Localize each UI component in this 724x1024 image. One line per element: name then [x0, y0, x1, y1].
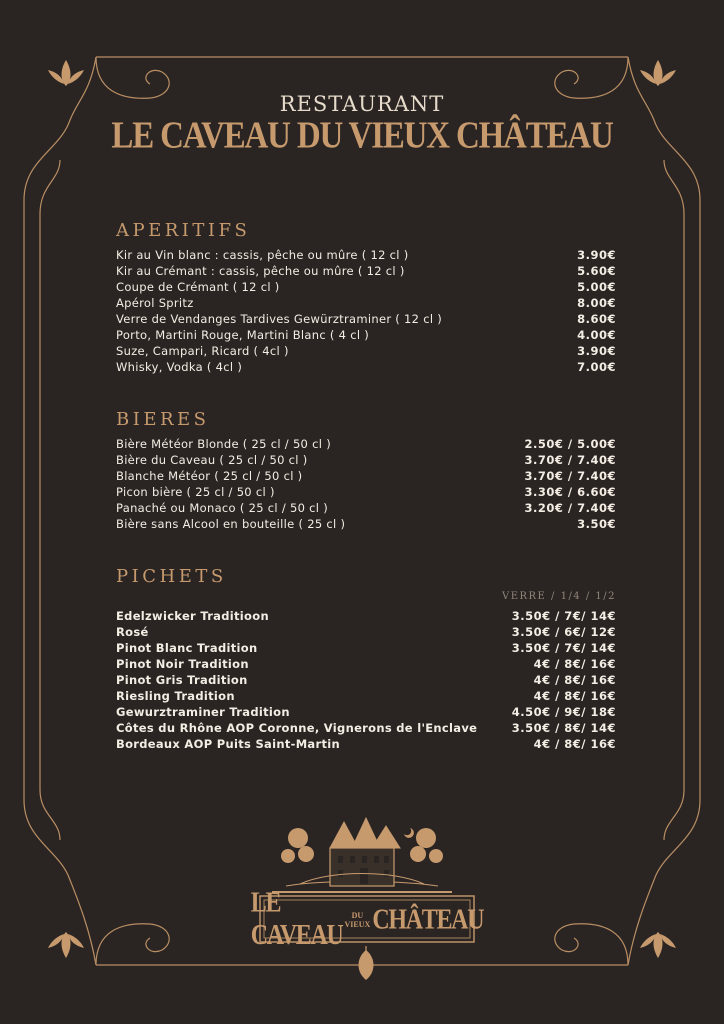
list-item	[116, 517, 616, 533]
item-price: 3.90€	[577, 248, 616, 262]
item-price: 5.60€	[577, 264, 616, 278]
item-price: 3.50€ / 8€/ 14€	[511, 721, 616, 735]
pichets-list	[116, 609, 616, 753]
list-item	[116, 280, 616, 296]
list-item	[116, 328, 616, 344]
item-name: Riesling Tradition	[116, 689, 235, 703]
item-price: 2.50€ / 5.00€	[524, 437, 616, 451]
list-item	[116, 437, 616, 453]
item-price: 3.30€ / 6.60€	[524, 485, 616, 499]
item-name: Kir au Vin blanc : cassis, pêche ou mûre ( 12 cl )	[116, 248, 409, 262]
list-item	[116, 737, 616, 753]
item-price: 3.70€ / 7.40€	[524, 453, 616, 467]
restaurant-label: RESTAURANT	[279, 92, 445, 116]
item-price: 3.20€ / 7.40€	[524, 501, 616, 515]
item-name: Pinot Gris Tradition	[116, 673, 248, 687]
item-price: 4€ / 8€/ 16€	[533, 737, 616, 751]
item-name: Pinot Blanc Tradition	[116, 641, 258, 655]
logo-text-vieux: VIEUX	[344, 920, 371, 929]
list-item	[116, 705, 616, 721]
logo-text-left: LE CAVEAU	[250, 887, 343, 952]
item-name: Porto, Martini Rouge, Martini Blanc ( 4 cl )	[116, 328, 370, 342]
logo-text-right: CHÂTEAU	[372, 903, 484, 935]
item-price: 3.90€	[577, 344, 616, 358]
item-price: 7.00€	[577, 360, 616, 374]
item-price: 4€ / 8€/ 16€	[533, 673, 616, 687]
aperitifs-list	[116, 248, 616, 376]
list-item	[116, 453, 616, 469]
bieres-list	[116, 437, 616, 533]
item-price: 3.50€	[577, 517, 616, 531]
item-name: Blanche Météor ( 25 cl / 50 cl )	[116, 469, 303, 483]
list-item	[116, 657, 616, 673]
logo-text-small	[345, 911, 371, 929]
list-item	[116, 689, 616, 705]
item-price: 8.00€	[577, 296, 616, 310]
header	[0, 92, 724, 155]
list-item	[116, 248, 616, 264]
item-price: 4€ / 8€/ 16€	[533, 689, 616, 703]
item-name: Edelzwicker Traditioon	[116, 609, 269, 623]
list-item	[116, 625, 616, 641]
list-item	[116, 641, 616, 657]
item-price: 3.70€ / 7.40€	[524, 469, 616, 483]
item-name: Picon bière ( 25 cl / 50 cl )	[116, 485, 275, 499]
item-price: 3.50€ / 7€/ 14€	[511, 641, 616, 655]
list-item	[116, 501, 616, 517]
item-name: Bière Météor Blonde ( 25 cl / 50 cl )	[116, 437, 331, 451]
item-price: 5.00€	[577, 280, 616, 294]
logo-wordmark	[250, 887, 484, 952]
list-item	[116, 264, 616, 280]
logo-text-du: DU	[351, 911, 364, 920]
list-item	[116, 296, 616, 312]
item-price: 4.00€	[577, 328, 616, 342]
list-item	[116, 673, 616, 689]
item-name: Bière sans Alcool en bouteille ( 25 cl )	[116, 517, 346, 531]
section-title-aperitifs: APERITIFS	[116, 220, 251, 241]
list-item	[116, 469, 616, 485]
item-name: Gewurztraminer Tradition	[116, 705, 290, 719]
item-name: Panaché ou Monaco ( 25 cl / 50 cl )	[116, 501, 329, 515]
item-name: Rosé	[116, 625, 149, 639]
item-name: Coupe de Crémant ( 12 cl )	[116, 280, 280, 294]
restaurant-name: LE CAVEAU DU VIEUX CHÂTEAU	[111, 115, 613, 157]
item-name: Bordeaux AOP Puits Saint-Martin	[116, 737, 340, 751]
item-price: 8.60€	[577, 312, 616, 326]
item-name: Bière du Caveau ( 25 cl / 50 cl )	[116, 453, 308, 467]
list-item	[116, 609, 616, 625]
item-price: 3.50€ / 7€/ 14€	[511, 609, 616, 623]
list-item	[116, 485, 616, 501]
item-price: 4€ / 8€/ 16€	[533, 657, 616, 671]
list-item	[116, 360, 616, 376]
item-name: Apérol Spritz	[116, 296, 194, 310]
item-name: Suze, Campari, Ricard ( 4cl )	[116, 344, 289, 358]
item-name: Côtes du Rhône AOP Coronne, Vignerons de l'Enclave	[116, 721, 478, 735]
section-title-bieres: BIERES	[116, 409, 210, 430]
item-price: 4.50€ / 9€/ 18€	[511, 705, 616, 719]
column-header: VERRE / 1/4 / 1/2	[501, 591, 616, 602]
item-name: Kir au Crémant : cassis, pêche ou mûre ( 12 cl )	[116, 264, 405, 278]
list-item	[116, 721, 616, 737]
section-title-pichets: PICHETS	[116, 566, 227, 587]
list-item	[116, 344, 616, 360]
item-name: Verre de Vendanges Tardives Gewürztraminer ( 12 cl )	[116, 312, 443, 326]
item-name: Pinot Noir Tradition	[116, 657, 249, 671]
item-name: Whisky, Vodka ( 4cl )	[116, 360, 243, 374]
list-item	[116, 312, 616, 328]
item-price: 3.50€ / 6€/ 12€	[511, 625, 616, 639]
